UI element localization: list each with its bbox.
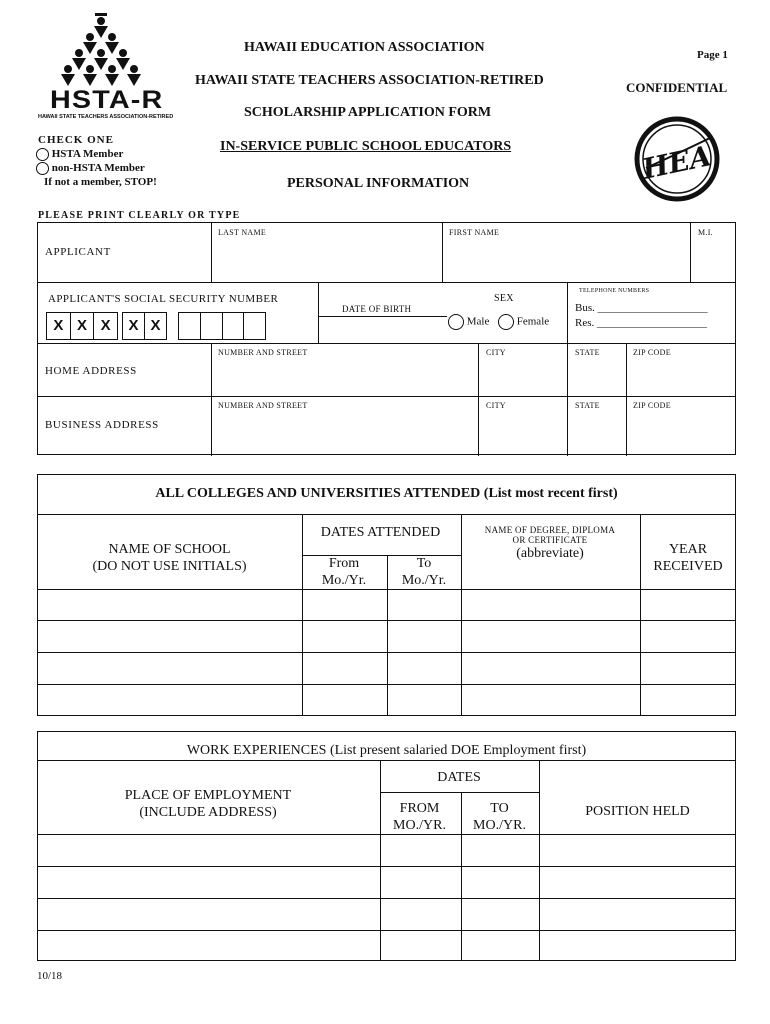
mi-field[interactable]	[690, 238, 734, 280]
college-row[interactable]	[38, 652, 735, 683]
to-label: To	[416, 556, 432, 571]
first-name-field[interactable]	[442, 238, 688, 280]
work-row[interactable]	[38, 834, 735, 865]
col-to	[387, 555, 461, 589]
subtitle: IN-SERVICE PUBLIC SCHOOL EDUCATORS	[220, 139, 512, 154]
ssn-digit-box[interactable]	[200, 313, 222, 339]
work-to-label: TO	[490, 801, 509, 816]
non-hsta-member-option[interactable]	[36, 162, 145, 175]
sex-female-option[interactable]	[498, 314, 549, 330]
ssn-digit: X	[144, 313, 166, 339]
non-hsta-member-radio[interactable]	[36, 162, 49, 175]
from-label: From	[328, 556, 360, 571]
work-from-mo-yr-label: MO./YR.	[393, 818, 446, 833]
svg-text:HEA: HEA	[639, 139, 715, 186]
male-label: Male	[466, 315, 490, 328]
home-zip-field[interactable]	[627, 360, 734, 394]
ssn-label: APPLICANT'S SOCIAL SECURITY NUMBER	[48, 293, 279, 305]
college-row[interactable]	[38, 589, 735, 619]
home-state-label: STATE	[575, 348, 600, 357]
abbreviate-label: (abbreviate)	[516, 546, 584, 561]
last-name-label: LAST NAME	[218, 228, 267, 237]
people-pyramid-icon	[38, 10, 178, 90]
mi-label: M.I.	[698, 228, 713, 237]
business-city-label: CITY	[486, 401, 506, 410]
home-city-field[interactable]	[479, 360, 565, 394]
certificate-label: OR CERTIFICATE	[512, 535, 588, 545]
applicant-label: APPLICANT	[45, 246, 111, 258]
col-name-of-school	[37, 541, 302, 575]
business-city-field[interactable]	[479, 413, 565, 453]
male-radio[interactable]	[448, 314, 464, 330]
ssn-digit: X	[128, 317, 139, 334]
place-label: PLACE OF EMPLOYMENT	[124, 788, 292, 803]
non-hsta-member-label: non-HSTA Member	[51, 162, 145, 175]
business-street-field[interactable]	[211, 413, 476, 453]
hea-seal-icon	[634, 116, 720, 202]
to-mo-yr-label: Mo./Yr.	[401, 573, 447, 588]
ssn-group-2	[122, 312, 167, 340]
home-address-label: HOME ADDRESS	[45, 365, 137, 377]
no-initials-label: (DO NOT USE INITIALS)	[92, 559, 247, 574]
page-number: Page 1	[697, 49, 728, 61]
confidential-label: CONFIDENTIAL	[626, 80, 728, 95]
form-title: SCHOLARSHIP APPLICATION FORM	[244, 105, 492, 120]
name-of-school-label: NAME OF SCHOOL	[108, 542, 231, 557]
ssn-digit: X	[93, 313, 117, 339]
sex-male-option[interactable]	[448, 314, 489, 330]
hsta-member-label: HSTA Member	[51, 148, 124, 161]
revision-date: 10/18	[37, 970, 63, 982]
hea-seal	[634, 116, 720, 202]
degree-label: NAME OF DEGREE, DIPLOMA	[484, 525, 616, 535]
business-phone-field[interactable]: Bus. ____________________	[575, 302, 708, 314]
col-degree	[461, 525, 639, 562]
col-position-held: POSITION HELD	[585, 804, 690, 819]
ssn-group-3-input[interactable]	[178, 312, 266, 340]
retired-title: HAWAII STATE TEACHERS ASSOCIATION-RETIRED	[195, 73, 544, 88]
home-state-field[interactable]	[568, 360, 624, 394]
female-label: Female	[516, 315, 550, 328]
home-street-label: NUMBER AND STREET	[218, 348, 308, 357]
college-row[interactable]	[38, 620, 735, 651]
home-zip-label: ZIP CODE	[633, 348, 671, 357]
business-state-label: STATE	[575, 401, 600, 410]
female-radio[interactable]	[498, 314, 514, 330]
ssn-digit-box[interactable]	[179, 313, 200, 339]
hsta-member-radio[interactable]	[36, 148, 49, 161]
hsta-member-option[interactable]	[36, 148, 123, 161]
business-zip-label: ZIP CODE	[633, 401, 671, 410]
section-title: PERSONAL INFORMATION	[287, 176, 470, 191]
ssn-digit: X	[53, 317, 64, 334]
ssn-digit-box[interactable]	[222, 313, 244, 339]
business-address-label: BUSINESS ADDRESS	[45, 419, 159, 431]
hsta-r-logo	[38, 10, 178, 122]
work-title: WORK EXPERIENCES (List present salaried DOE Employment first)	[186, 743, 587, 758]
business-zip-field[interactable]	[627, 413, 734, 453]
work-row[interactable]	[38, 930, 735, 960]
business-state-field[interactable]	[568, 413, 624, 453]
received-label: RECEIVED	[653, 559, 723, 574]
stop-warning: If not a member, STOP!	[44, 176, 157, 188]
work-to-mo-yr-label: MO./YR.	[473, 818, 526, 833]
home-street-field[interactable]	[211, 360, 476, 394]
residence-phone-field[interactable]: Res. ____________________	[575, 317, 707, 329]
colleges-title: ALL COLLEGES AND UNIVERSITIES ATTENDED (List most recent first)	[155, 486, 618, 501]
year-label: YEAR	[668, 542, 708, 557]
col-work-from	[379, 800, 460, 834]
last-name-field[interactable]	[211, 238, 440, 280]
dob-label: DATE OF BIRTH	[342, 304, 412, 314]
col-dates-attended: DATES ATTENDED	[320, 525, 441, 540]
ssn-group-1	[46, 312, 118, 340]
print-instruction: PLEASE PRINT CLEARLY OR TYPE	[38, 210, 241, 221]
ssn-digit: X	[70, 313, 94, 339]
home-city-label: CITY	[486, 348, 506, 357]
work-row[interactable]	[38, 866, 735, 897]
telephone-label: TELEPHONE NUMBERS	[579, 288, 650, 294]
col-dates: DATES	[437, 770, 481, 785]
association-title: HAWAII EDUCATION ASSOCIATION	[244, 40, 485, 55]
check-one-label: CHECK ONE	[38, 134, 114, 146]
business-street-label: NUMBER AND STREET	[218, 401, 308, 410]
college-row[interactable]	[38, 684, 735, 715]
sex-label: SEX	[494, 293, 514, 304]
hsta-r-wordmark: HSTA-R	[50, 86, 164, 114]
ssn-digit-box[interactable]	[243, 313, 265, 339]
col-from	[301, 555, 387, 589]
work-row[interactable]	[38, 898, 735, 929]
col-year-received	[640, 541, 736, 575]
include-address-label: (INCLUDE ADDRESS)	[139, 805, 277, 820]
hsta-r-subtext: HAWAII STATE TEACHERS ASSOCIATION-RETIRED	[38, 114, 174, 120]
work-from-label: FROM	[399, 801, 440, 816]
dob-field[interactable]	[318, 316, 446, 340]
first-name-label: FIRST NAME	[449, 228, 500, 237]
from-mo-yr-label: Mo./Yr.	[321, 573, 367, 588]
col-place-of-employment	[37, 787, 379, 821]
col-work-to	[460, 800, 539, 834]
